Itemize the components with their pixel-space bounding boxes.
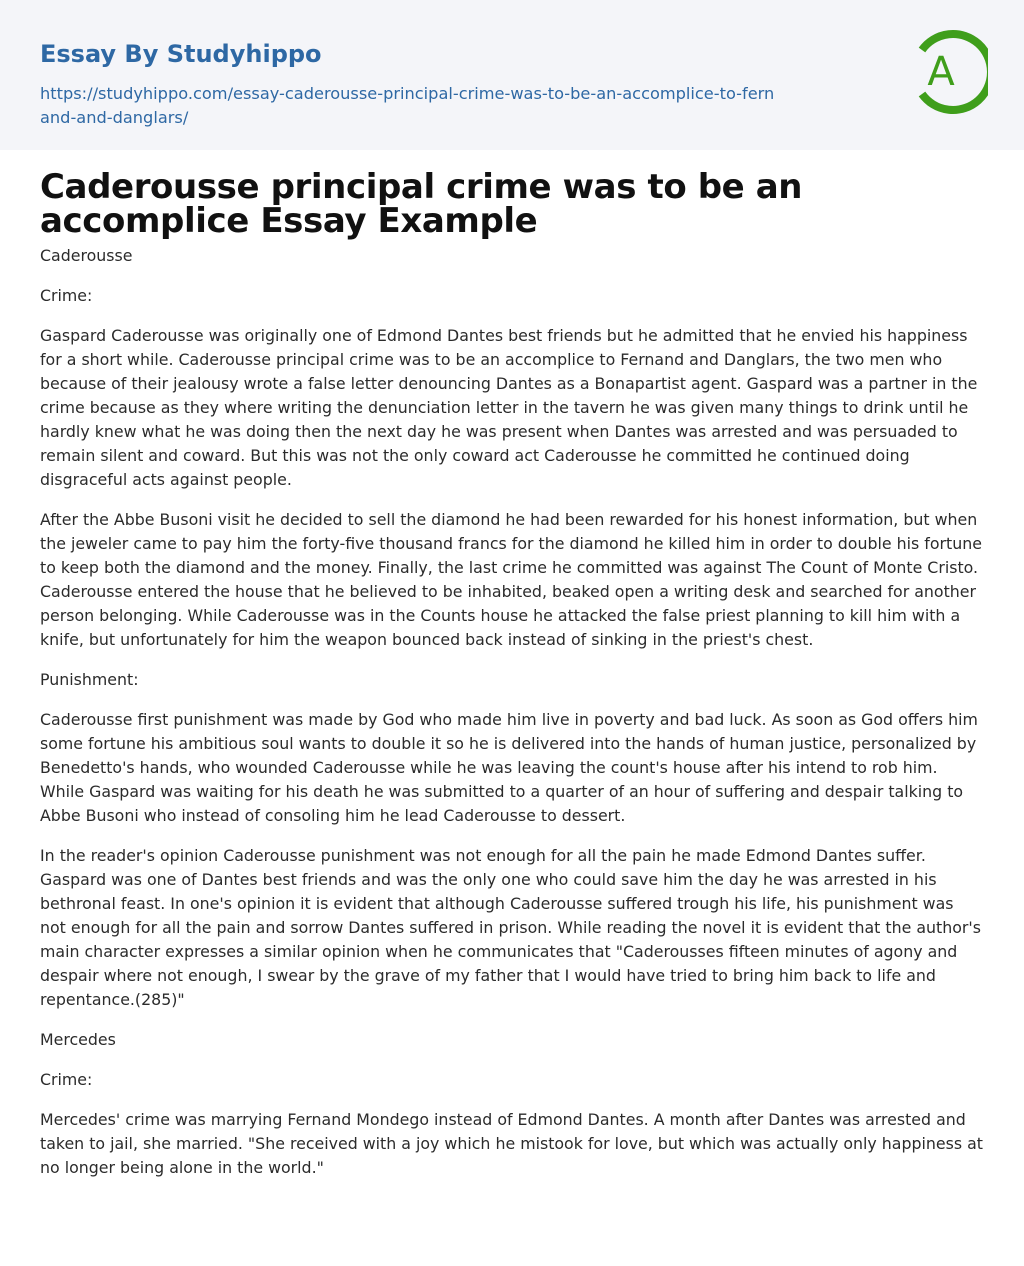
studyhippo-logo-icon[interactable] xyxy=(910,28,988,116)
section-heading: Mercedes xyxy=(40,1030,116,1049)
essay-url-link[interactable]: https://studyhippo.com/essay-caderousse-principal-crime-was-to-be-an-accomplice-to-fernand-and-danglars/ xyxy=(40,84,775,127)
body-paragraph: After the Abbe Busoni visit he decided to sell the diamond he had been rewarded for his honest information, but when the jeweler came to pay him the forty-five thousand francs for the diamond he killed him in order to double his fortune to keep both the diamond and the money. Finally, the last crime he committed was against The Count of Monte Cristo. Caderousse entered the house that he believed to be inhabited, beaked open a writing desk and searched for another person belonging. While Caderousse was in the Counts house he attacked the false priest planning to kill him with a knife, but unfortunately for him the weapon bounced back instead of sinking in the priest's chest. xyxy=(40,510,982,649)
subsection-heading: Punishment: xyxy=(40,670,139,689)
site-header xyxy=(0,0,1024,150)
body-paragraph: Gaspard Caderousse was originally one of Edmond Dantes best friends but he admitted that he envied his happiness for a short while. Caderousse principal crime was to be an accomplice to Fernand and Danglars, the two men who because of their jealousy wrote a false letter denouncing Dantes as a Bonapartist agent. Gaspard was a partner in the crime because as they where writing the denunciation letter in the tavern he was given many things to drink until he hardly knew what he was doing then the next day he was present when Dantes was arrested and was persuaded to remain silent and coward. But this was not the only coward act Caderousse he committed he continued doing disgraceful acts against people. xyxy=(40,326,978,489)
body-paragraph: Mercedes' crime was marrying Fernand Mondego instead of Edmond Dantes. A month after Dantes was arrested and taken to jail, she married. "She received with a joy which he mistook for love, but which was actually only happiness at no longer being alone in the world." xyxy=(40,1110,983,1177)
article-body xyxy=(40,244,984,1180)
logo-letter: A xyxy=(927,49,955,95)
body-paragraph: Caderousse first punishment was made by God who made him live in poverty and bad luck. As soon as God offers him some fortune his ambitious soul wants to double it so he is delivered into the hands of human justice, personalized by Benedetto's hands, who wounded Caderousse while he was leaving the count's house after his intend to rob him. While Gaspard was waiting for his death he was submitted to a quarter of an hour of suffering and despair talking to Abbe Busoni who instead of consoling him he lead Caderousse to dessert. xyxy=(40,710,978,825)
article xyxy=(40,167,984,1196)
section-heading: Caderousse xyxy=(40,246,133,265)
body-paragraph: In the reader's opinion Caderousse punishment was not enough for all the pain he made Edmond Dantes suffer. Gaspard was one of Dantes best friends and was the only one who could save him the day he was arrested in his bethronal feast. In one's opinion it is evident that although Caderousse suffered trough his life, his punishment was not enough for all the pain and sorrow Dantes suffered in prison. While reading the novel it is evident that the author's main character expresses a similar opinion when he communicates that "Caderousses fifteen minutes of agony and despair where not enough, I swear by the grave of my father that I would have tried to bring him back to life and repentance.(285)" xyxy=(40,846,981,1009)
site-brand[interactable]: Essay By Studyhippo xyxy=(40,40,322,68)
subsection-heading: Crime: xyxy=(40,286,93,305)
page-title: Caderousse principal crime was to be an accomplice Essay Example xyxy=(40,167,803,241)
subsection-heading: Crime: xyxy=(40,1070,93,1089)
